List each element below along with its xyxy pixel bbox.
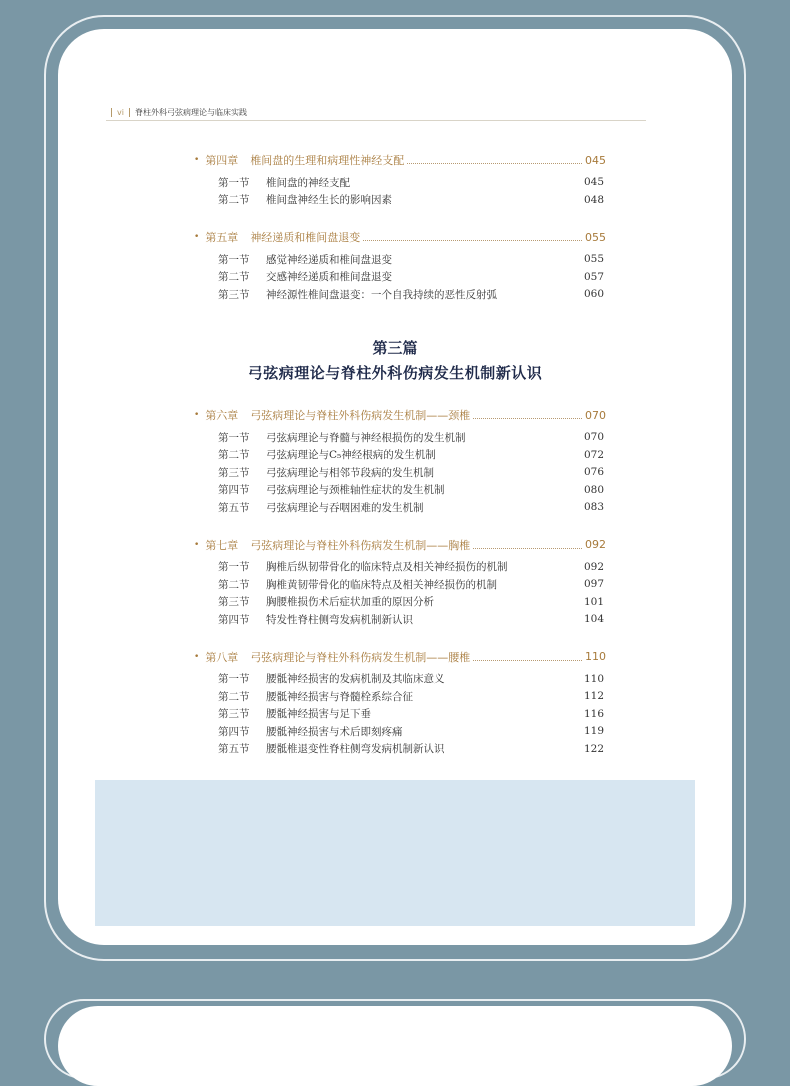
section-title: 胸椎后纵韧带骨化的临床特点及相关神经损伤的机制: [266, 561, 508, 573]
section-entry[interactable]: [218, 500, 604, 514]
header-page-number: vi: [117, 108, 124, 117]
section-entry[interactable]: [218, 612, 604, 626]
dot-leader: [473, 541, 582, 549]
bullet-icon: •: [194, 651, 200, 662]
image-placeholder: [95, 780, 695, 926]
section-page: 101: [583, 595, 604, 608]
chapter-number: 第四章: [205, 154, 239, 167]
section-entry[interactable]: [218, 672, 604, 686]
section-page: 097: [583, 578, 604, 590]
section-number: 第一节: [218, 561, 250, 573]
section-page: 119: [583, 725, 604, 737]
section-number: 第一节: [218, 253, 250, 266]
section-number: 第四节: [218, 613, 250, 626]
section-title: 感觉神经递质和椎间盘退变: [266, 253, 392, 266]
dot-leader: [407, 156, 582, 164]
section-entry[interactable]: [218, 175, 604, 189]
section-number: 第三节: [218, 466, 250, 479]
section-page: 080: [583, 483, 604, 496]
section-number: 第五节: [218, 501, 250, 514]
section-number: 第二节: [218, 690, 250, 703]
section-page: 110: [583, 672, 604, 685]
book-page: [58, 29, 732, 945]
section-page: 045: [583, 176, 604, 188]
section-page: 116: [583, 707, 604, 720]
bullet-icon: •: [194, 232, 200, 242]
chapter-page: 110: [585, 650, 606, 663]
running-header: [106, 105, 646, 121]
section-entry[interactable]: [218, 707, 604, 721]
section-entry[interactable]: [218, 595, 604, 609]
chapter-page: 055: [585, 230, 606, 244]
section-title: 弓弦病理论与相邻节段病的发生机制: [266, 466, 434, 479]
section-entry[interactable]: [218, 430, 604, 444]
section-number: 第二节: [218, 449, 250, 461]
section-number: 第一节: [218, 176, 250, 189]
section-page: 112: [583, 690, 604, 702]
dot-leader: [473, 653, 582, 661]
bullet-icon: •: [194, 539, 200, 550]
section-number: 第五节: [218, 743, 250, 755]
section-entry[interactable]: [218, 724, 604, 738]
section-page: 122: [583, 742, 604, 755]
section-title: 腰骶神经损害与脊髓栓系综合征: [266, 690, 413, 703]
chapter-title: 弓弦病理论与脊柱外科伤病发生机制——颈椎: [250, 409, 471, 422]
section-number: 第一节: [218, 431, 250, 444]
chapter-title: 弓弦病理论与脊柱外科伤病发生机制——腰椎: [250, 650, 471, 664]
chapter-title: 弓弦病理论与脊柱外科伤病发生机制——胸椎: [250, 538, 471, 552]
section-page: 048: [583, 193, 604, 206]
section-page: 070: [583, 431, 604, 443]
section-page: 104: [583, 613, 604, 625]
chapter-number: 第八章: [205, 650, 239, 664]
section-title: 胸腰椎损伤术后症状加重的原因分析: [266, 596, 434, 608]
section-page: 055: [583, 253, 604, 265]
part-number: 第三篇: [372, 339, 418, 357]
chapter-title: 神经递质和椎间盘退变: [250, 231, 361, 244]
section-title: 交感神经递质和椎间盘退变: [266, 271, 392, 283]
dot-leader: [363, 233, 582, 241]
chapter-title: 椎间盘的生理和病理性神经支配: [250, 154, 405, 167]
chapter-entry[interactable]: [194, 538, 606, 552]
chapter-entry[interactable]: [194, 153, 606, 167]
section-title: 弓弦病理论与颈椎轴性症状的发生机制: [266, 484, 445, 496]
section-title: 特发性脊柱侧弯发病机制新认识: [266, 613, 413, 626]
chapter-entry[interactable]: [194, 408, 606, 422]
section-page: 057: [583, 270, 604, 283]
section-title: 胸椎黄韧带骨化的临床特点及相关神经损伤的机制: [266, 578, 497, 591]
section-entry[interactable]: [218, 483, 604, 497]
section-title: 椎间盘神经生长的影响因素: [266, 194, 392, 206]
next-book-page: [58, 1006, 732, 1086]
section-number: 第四节: [218, 484, 250, 496]
section-number: 第三节: [218, 596, 250, 608]
dot-leader: [473, 411, 582, 419]
section-entry[interactable]: [218, 560, 604, 574]
section-title: 弓弦病理论与C₅神经根病的发生机制: [266, 449, 436, 461]
section-number: 第三节: [218, 708, 250, 720]
chapter-entry[interactable]: [194, 650, 606, 664]
section-page: 076: [583, 466, 604, 478]
chapter-page: 070: [585, 408, 606, 422]
chapter-page: 045: [585, 153, 606, 167]
bullet-icon: •: [194, 155, 200, 165]
section-page: 083: [583, 501, 604, 513]
section-title: 腰骶神经损害的发病机制及其临床意义: [266, 673, 445, 685]
section-title: 腰骶椎退变性脊柱侧弯发病机制新认识: [266, 743, 445, 755]
section-title: 神经源性椎间盘退变：一个自我持续的恶性反射弧: [266, 288, 497, 301]
section-entry[interactable]: [218, 448, 604, 462]
header-book-title: 脊柱外科弓弦病理论与临床实践: [134, 108, 247, 117]
section-entry[interactable]: [218, 742, 604, 756]
header-divider: [129, 108, 130, 117]
chapter-number: 第六章: [205, 409, 239, 422]
section-entry[interactable]: [218, 689, 604, 703]
chapter-number: 第五章: [205, 231, 239, 244]
chapter-page: 092: [585, 538, 606, 551]
section-title: 弓弦病理论与吞咽困难的发生机制: [266, 501, 424, 514]
section-entry[interactable]: [218, 287, 604, 301]
section-number: 第四节: [218, 725, 250, 738]
section-number: 第二节: [218, 271, 250, 283]
section-number: 第二节: [218, 578, 250, 591]
chapter-number: 第七章: [205, 538, 239, 552]
section-page: 072: [583, 448, 604, 461]
section-entry[interactable]: [218, 193, 604, 207]
header-divider: [111, 108, 112, 117]
section-number: 第二节: [218, 194, 250, 206]
section-title: 腰骶神经损害与足下垂: [266, 708, 371, 720]
section-entry[interactable]: [218, 577, 604, 591]
section-entry[interactable]: [218, 252, 604, 266]
section-page: 060: [583, 288, 604, 300]
part-title: 弓弦病理论与脊柱外科伤病发生机制新认识: [247, 364, 543, 382]
bullet-icon: •: [194, 410, 200, 420]
section-page: 092: [583, 560, 604, 573]
section-number: 第三节: [218, 288, 250, 301]
section-number: 第一节: [218, 673, 250, 685]
section-title: 腰骶神经损害与术后即刻疼痛: [266, 725, 403, 738]
section-title: 弓弦病理论与脊髓与神经根损伤的发生机制: [266, 431, 466, 444]
chapter-entry[interactable]: [194, 230, 606, 244]
section-entry[interactable]: [218, 270, 604, 284]
section-title: 椎间盘的神经支配: [266, 176, 350, 189]
section-entry[interactable]: [218, 465, 604, 479]
